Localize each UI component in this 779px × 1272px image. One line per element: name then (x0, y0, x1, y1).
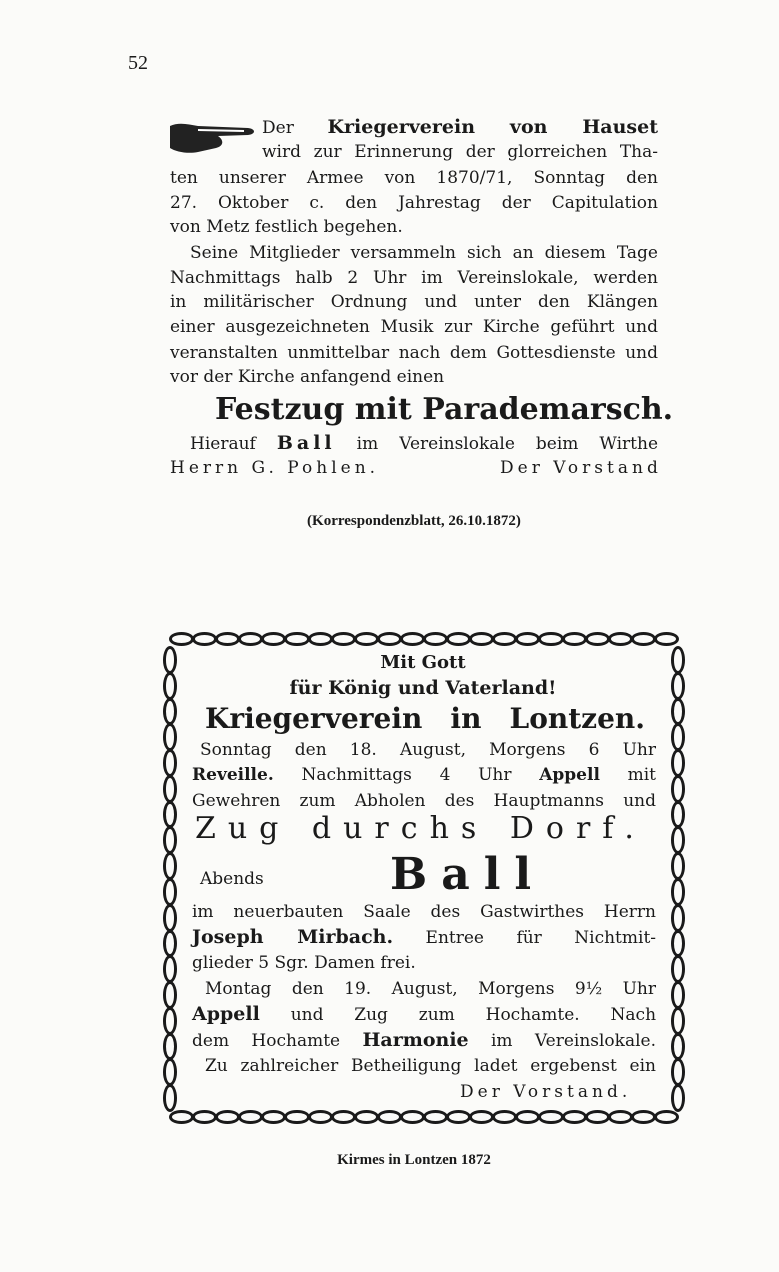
chain-link (585, 1110, 610, 1124)
chain-link (215, 1110, 240, 1124)
chain-link (492, 632, 517, 646)
chain-link (654, 1110, 679, 1124)
chain-link (423, 632, 448, 646)
notice-line: Gewehren zum Abholen des Hauptmanns und (192, 791, 656, 811)
chain-link (163, 1084, 177, 1112)
chain-link (671, 775, 685, 803)
chain-link (585, 632, 610, 646)
chain-link (515, 632, 540, 646)
chain-link (671, 826, 685, 854)
chain-link (163, 878, 177, 906)
chain-link (671, 878, 685, 906)
pointing-hand-icon (168, 118, 258, 156)
chain-link (238, 632, 263, 646)
chain-link (400, 1110, 425, 1124)
motto-line: Mit Gott (380, 652, 466, 673)
text: Harmonie (362, 1029, 469, 1051)
chain-link (308, 632, 333, 646)
chain-link (163, 930, 177, 958)
chain-link (608, 632, 633, 646)
ball-word: Ball (390, 849, 546, 900)
text: Nachmittags 4 Uhr (301, 765, 512, 785)
chain-link (163, 698, 177, 726)
chain-link (671, 698, 685, 726)
chain-link (163, 672, 177, 700)
headline: Festzug mit Parademarsch. (215, 392, 674, 427)
signature: Der Vorstand. (460, 1082, 632, 1102)
text: im Vereinslokale beim Wirthe (356, 434, 659, 454)
chain-link (238, 1110, 263, 1124)
notice-line (192, 926, 656, 949)
notice-line: Montag den 19. August, Morgens 9½ Uhr (205, 979, 656, 999)
notice-line (192, 1029, 656, 1052)
chain-link (163, 801, 177, 829)
chain-link (671, 955, 685, 983)
chain-link (163, 749, 177, 777)
caption: (Korrespondenzblatt, 26.10.1872) (307, 513, 521, 529)
chain-link (284, 1110, 309, 1124)
chain-link (671, 672, 685, 700)
chain-link (562, 632, 587, 646)
ball-word: Ball (276, 432, 336, 454)
text: dem Hochamte (192, 1031, 341, 1051)
chain-link (192, 1110, 217, 1124)
chain-link (308, 1110, 333, 1124)
chain-link (377, 1110, 402, 1124)
chain-link (331, 1110, 356, 1124)
chain-link (608, 1110, 633, 1124)
chain-link (377, 632, 402, 646)
title: Kriegerverein in Lontzen. (205, 702, 645, 735)
text: Appell (192, 1003, 260, 1025)
chain-link (631, 632, 656, 646)
chain-link (163, 646, 177, 674)
chain-link (671, 852, 685, 880)
text: Appell (539, 765, 600, 785)
signature: Der Vorstand (500, 458, 662, 478)
chain-link (423, 1110, 448, 1124)
text: und Zug zum Hochamte. Nach (290, 1005, 657, 1025)
notice-line: in militärischer Ordnung und unter den Klängen (170, 292, 658, 312)
notice-line: Nachmittags halb 2 Uhr im Vereinslokale, werden (170, 268, 658, 288)
chain-link (671, 749, 685, 777)
notice-line (192, 1003, 656, 1026)
notice-line: einer ausgezeichneten Musik zur Kirche geführt und (170, 317, 658, 337)
text: Der (262, 118, 328, 138)
chain-link (354, 632, 379, 646)
chain-link (163, 775, 177, 803)
text: im Vereinslokale. (491, 1031, 656, 1051)
notice-line: Abends (200, 869, 264, 889)
chain-link (163, 1058, 177, 1086)
chain-link (671, 904, 685, 932)
chain-link (215, 632, 240, 646)
chain-link (671, 1058, 685, 1086)
notice-line (262, 116, 658, 139)
notice-line (190, 432, 658, 455)
chain-link (671, 1007, 685, 1035)
chain-link (446, 1110, 471, 1124)
page-number: 52 (128, 52, 148, 74)
chain-link (261, 1110, 286, 1124)
text: Entree für Nichtmit- (425, 928, 657, 948)
chain-link (261, 632, 286, 646)
notice-line: 27. Oktober c. den Jahrestag der Capitulation (170, 193, 658, 213)
notice-line: vor der Kirche anfangend einen (170, 367, 445, 387)
chain-link (671, 801, 685, 829)
notice-line: veranstalten unmittelbar nach dem Gottesdienste und (170, 343, 658, 363)
notice-line: Seine Mitglieder versammeln sich an diesem Tage (190, 243, 658, 263)
notice-line (192, 764, 656, 786)
chain-link (671, 646, 685, 674)
chain-link (492, 1110, 517, 1124)
chain-link (163, 723, 177, 751)
notice-line: Zu zahlreicher Betheiligung ladet ergebenst ein (205, 1056, 656, 1076)
chain-link (354, 1110, 379, 1124)
motto-line: für König und Vaterland! (289, 677, 557, 699)
chain-link (163, 904, 177, 932)
chain-link (469, 632, 494, 646)
chain-link (163, 1007, 177, 1035)
chain-link (671, 981, 685, 1009)
text: Reveille. (192, 765, 274, 785)
notice-line: im neuerbauten Saale des Gastwirthes Herrn (192, 902, 656, 922)
chain-link (163, 955, 177, 983)
chain-link (671, 723, 685, 751)
text: Hierauf (190, 434, 256, 454)
chain-link (284, 632, 309, 646)
chain-link (631, 1110, 656, 1124)
chain-link (562, 1110, 587, 1124)
chain-link (671, 1084, 685, 1112)
chain-link (446, 632, 471, 646)
text: mit (627, 765, 657, 785)
chain-link (538, 1110, 563, 1124)
chain-link (169, 1110, 194, 1124)
chain-link (515, 1110, 540, 1124)
chain-link (538, 632, 563, 646)
association-name: Kriegerverein von Hauset (327, 116, 658, 138)
chain-link (163, 981, 177, 1009)
chain-link (654, 632, 679, 646)
chain-link (163, 1033, 177, 1061)
caption: Kirmes in Lontzen 1872 (337, 1152, 491, 1168)
chain-link (163, 826, 177, 854)
chain-link (192, 632, 217, 646)
chain-link (163, 852, 177, 880)
chain-link (671, 930, 685, 958)
chain-link (331, 632, 356, 646)
notice-line: wird zur Erinnerung der glorreichen Tha- (262, 142, 658, 162)
chain-link (469, 1110, 494, 1124)
chain-link (671, 1033, 685, 1061)
notice-line: Zug durchs Dorf. (195, 811, 646, 846)
host-name: Herrn G. Pohlen. (170, 458, 380, 478)
chain-link (400, 632, 425, 646)
notice-line: von Metz festlich begehen. (170, 217, 403, 237)
text: Joseph Mirbach. (192, 926, 394, 948)
notice-line: Sonntag den 18. August, Morgens 6 Uhr (200, 740, 656, 760)
chain-link (169, 632, 194, 646)
notice-line: ten unserer Armee von 1870/71, Sonntag den (170, 168, 658, 188)
notice-line: glieder 5 Sgr. Damen frei. (192, 953, 416, 973)
